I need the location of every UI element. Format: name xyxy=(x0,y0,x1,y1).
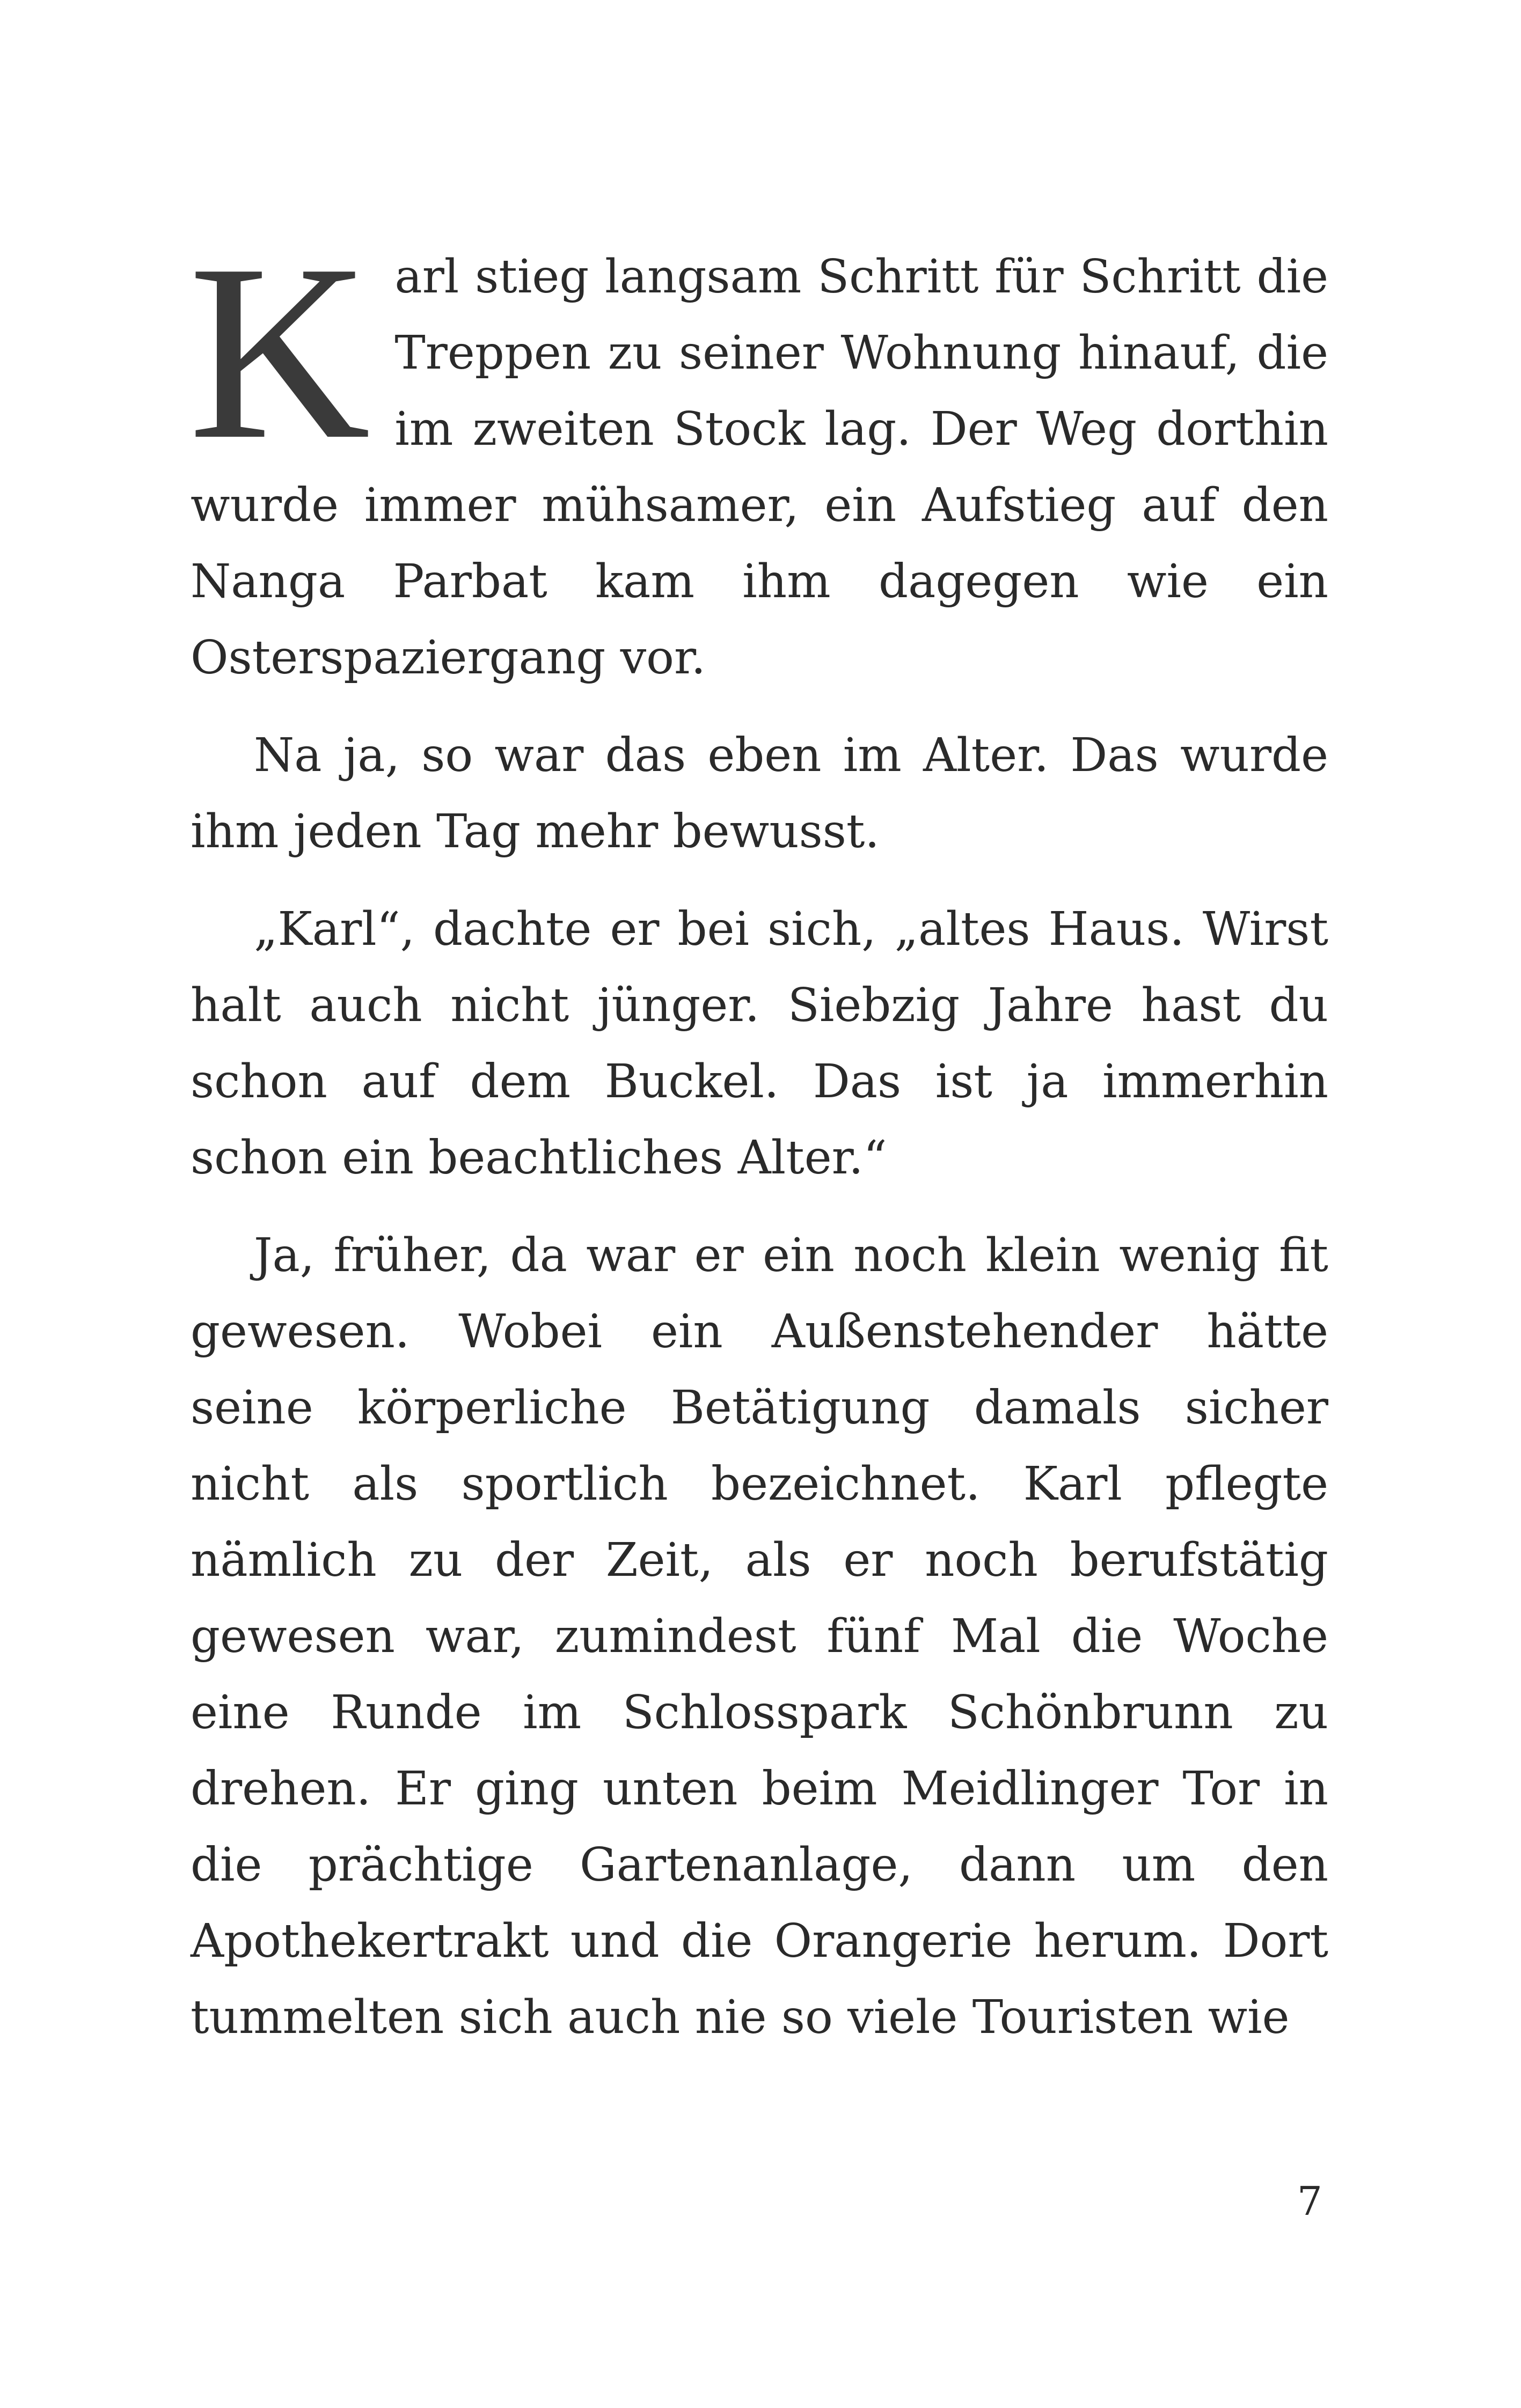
paragraph-2: Na ja, so war das eben im Alter. Das wurde ihm jeden Tag mehr bewusst. xyxy=(191,729,1328,858)
paragraph-1 xyxy=(188,212,1328,696)
page-number: 7 xyxy=(1297,2178,1322,2225)
drop-cap-letter: K xyxy=(188,212,371,491)
paragraph-3: „Karl“, dachte er bei sich, „altes Haus. Wirst halt auch nicht jünger. Siebzig Jahre hast du schon auf dem Buckel. Das ist ja immerhin schon ein beachtliches Alter.“ xyxy=(191,902,1328,1185)
paragraph-1-text: arl stieg langsam Schritt für Schritt die Treppen zu seiner Wohnung hinauf, die im zweiten Stock lag. Der Weg dorthin wurde immer mühsamer, ein Aufstieg auf den Nanga Parbat kam ihm dagegen wie ein Osterspaziergang vor. xyxy=(191,250,1328,685)
paragraph-4: Ja, früher, da war er ein noch klein wenig fit gewesen. Wobei ein Außenstehender hätte seine körperliche Betätigung damals sicher nicht als sportlich bezeichnet. Karl pflegte nämlich zu der Zeit, als er noch berufstätig gewesen war, zumindest fünf Mal die Woche eine Runde im Schlosspark Schönbrunn zu drehen. Er ging unten beim Meidlinger Tor in die prächtige Gartenanlage, dann um den Apothekertrakt und die Orangerie herum. Dort tummelten sich auch nie so viele Touristen wie xyxy=(191,1229,1328,2044)
body-text xyxy=(188,212,1328,2077)
